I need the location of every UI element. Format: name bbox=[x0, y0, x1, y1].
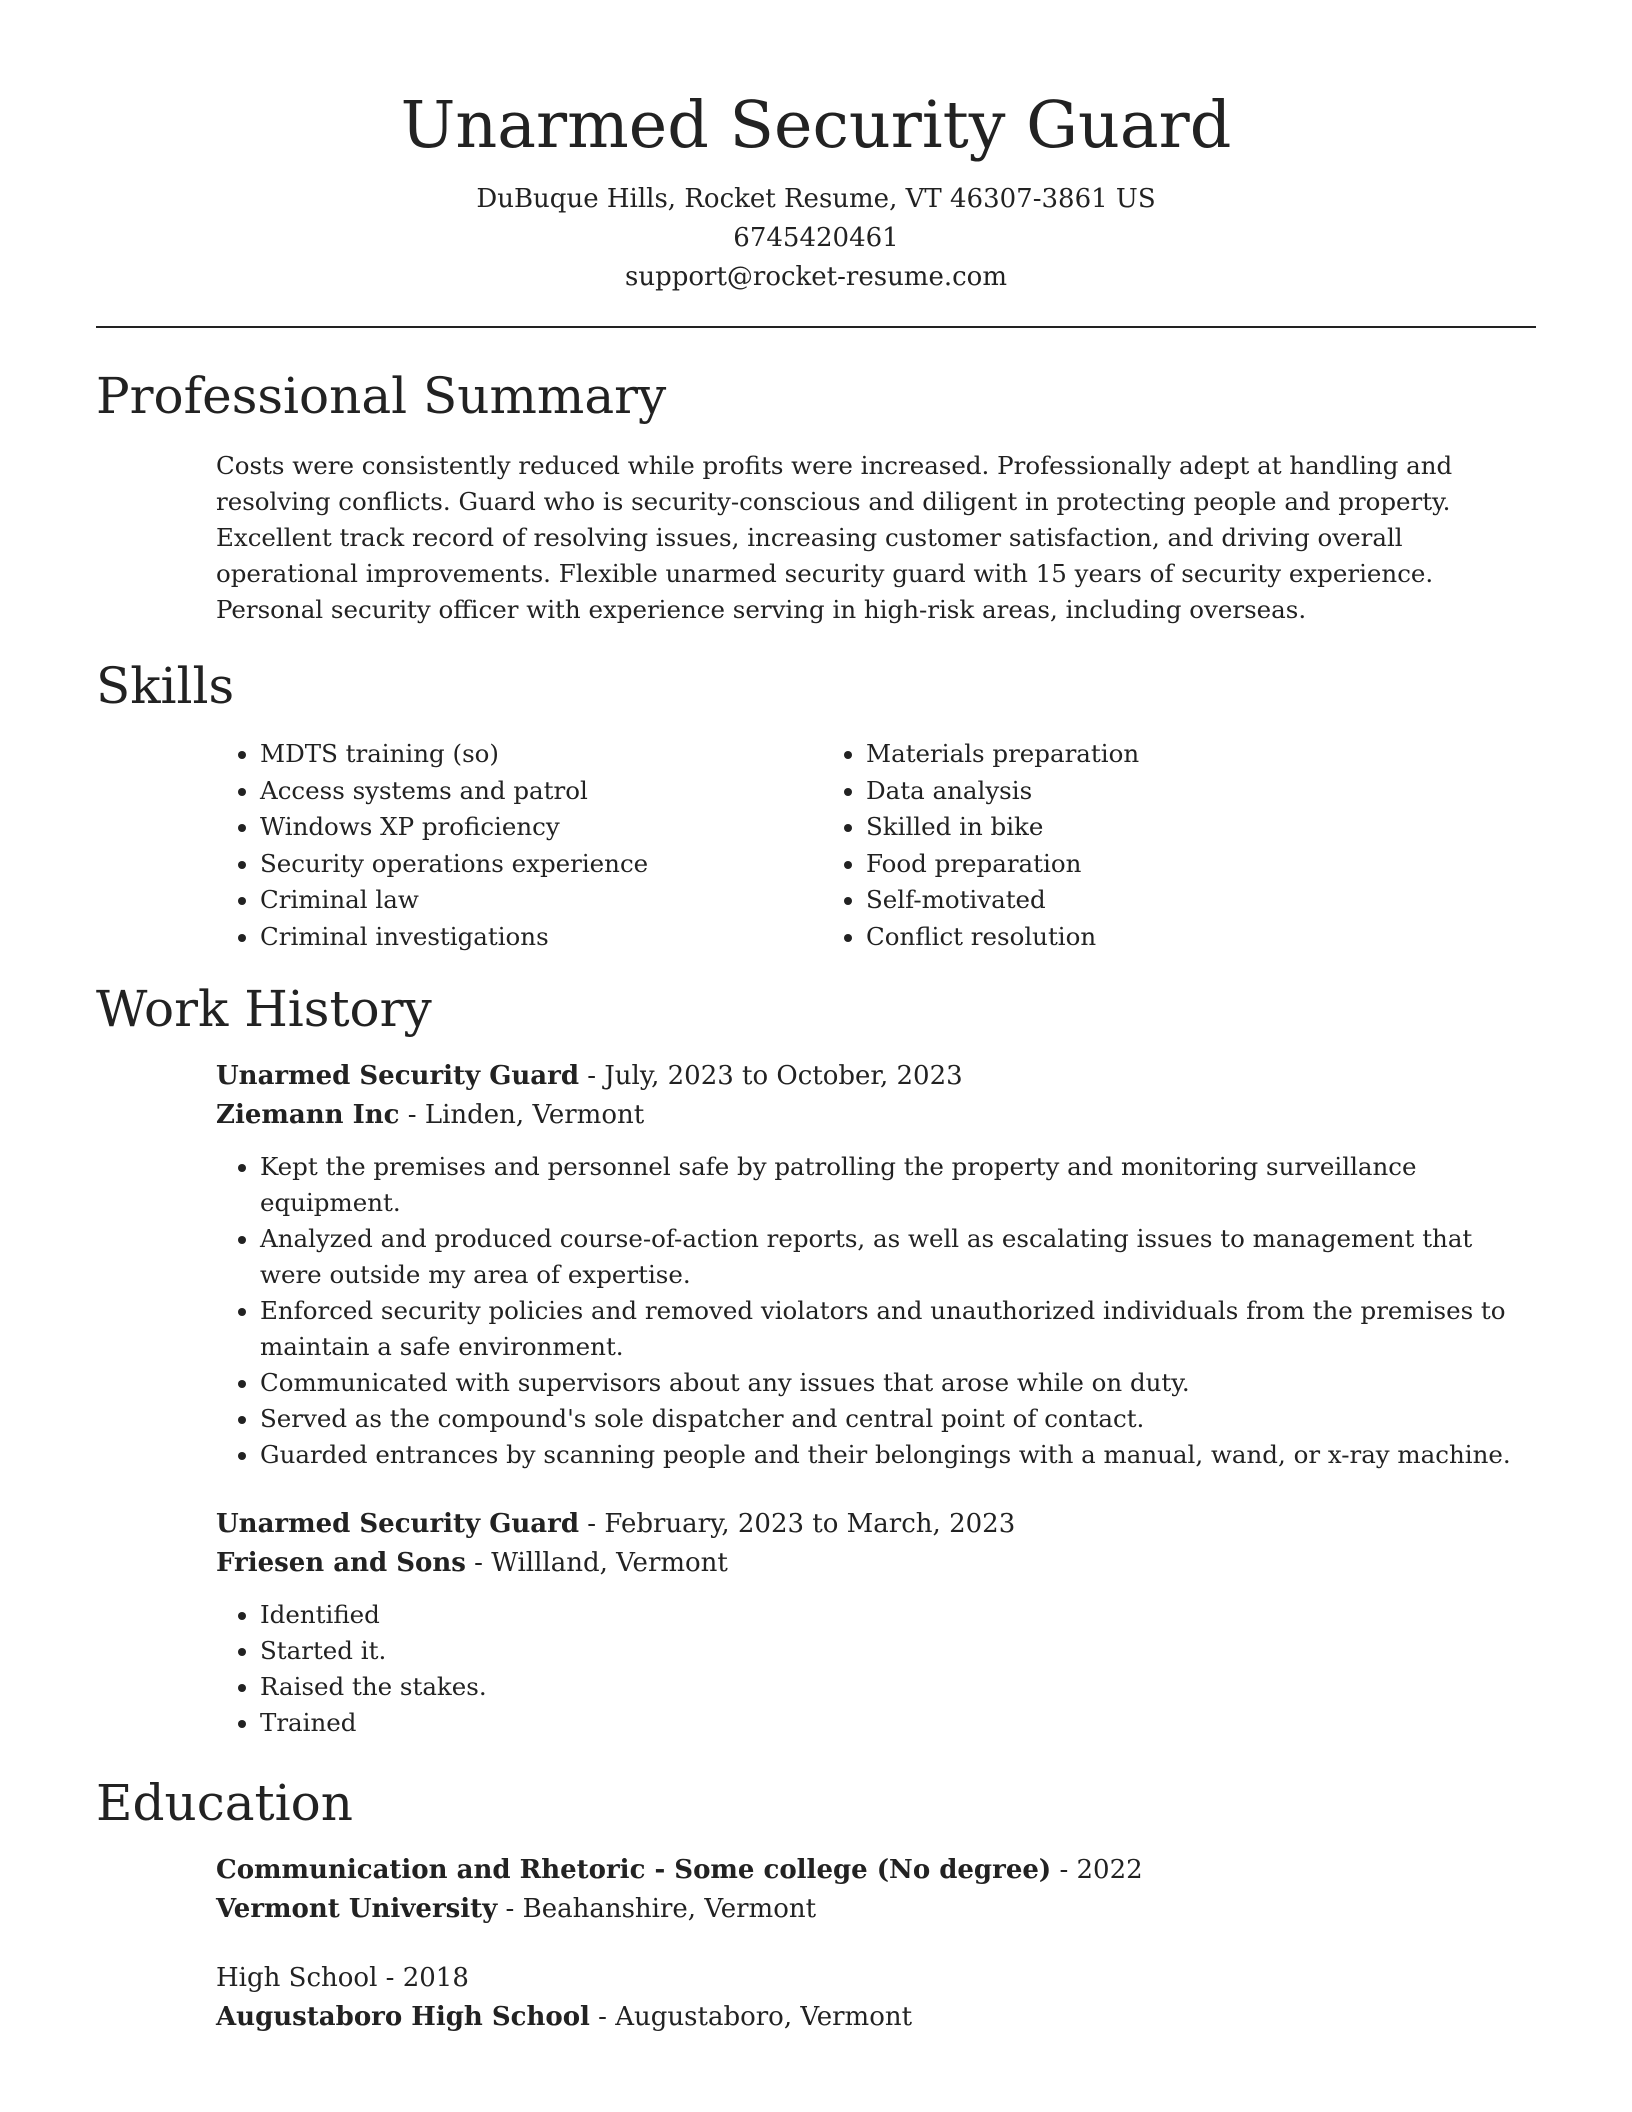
job-bullets bbox=[216, 1597, 1536, 1741]
job-location: - Linden, Vermont bbox=[399, 1100, 645, 1130]
job-bullet: • Identified bbox=[260, 1597, 1536, 1633]
education-section bbox=[96, 1771, 1536, 2037]
job-dates: - July, 2023 to October, 2023 bbox=[579, 1061, 963, 1091]
degree-name: Communication and Rhetoric - Some college (No degree) bbox=[216, 1855, 1052, 1885]
job-role: Unarmed Security Guard bbox=[216, 1509, 580, 1539]
job-location: - Willland, Vermont bbox=[465, 1548, 728, 1578]
job-entry bbox=[216, 1057, 1536, 1473]
education-entry bbox=[216, 1851, 1536, 1929]
job-bullet: • Raised the stakes. bbox=[260, 1669, 1536, 1705]
skill-item: • MDTS training (so) bbox=[260, 736, 822, 773]
job-bullet: • Guarded entrances by scanning people and their belongings with a manual, wand, or x-ray machine. bbox=[260, 1437, 1536, 1473]
school-line bbox=[216, 1890, 1536, 1929]
skill-item: • Criminal investigations bbox=[260, 919, 822, 956]
job-bullet: • Enforced security policies and removed violators and unauthorized individuals from the premises to maintain a safe environment. bbox=[260, 1293, 1536, 1365]
job-bullet: • Started it. bbox=[260, 1633, 1536, 1669]
work-history-heading: Work History bbox=[96, 980, 432, 1038]
header-divider bbox=[96, 326, 1536, 328]
job-bullets bbox=[216, 1149, 1536, 1473]
email-text: support@rocket-resume.com bbox=[624, 262, 1007, 292]
degree-line bbox=[216, 1851, 1536, 1890]
skill-item: • Self-motivated bbox=[866, 882, 1428, 919]
contact-info bbox=[96, 180, 1536, 297]
job-company: Friesen and Sons bbox=[216, 1548, 466, 1578]
job-title-line bbox=[216, 1057, 1536, 1096]
job-company: Ziemann Inc bbox=[216, 1100, 400, 1130]
job-dates: - February, 2023 to March, 2023 bbox=[579, 1509, 1016, 1539]
school-location: - Augustaboro, Vermont bbox=[589, 2002, 913, 2032]
degree-name: High School bbox=[216, 1963, 378, 1993]
skill-item: • Data analysis bbox=[866, 773, 1428, 810]
skills-left-list bbox=[216, 736, 822, 955]
degree-year: - 2018 bbox=[377, 1963, 469, 1993]
skill-item: • Windows XP proficiency bbox=[260, 809, 822, 846]
skill-item: • Access systems and patrol bbox=[260, 773, 822, 810]
job-bullet: • Served as the compound's sole dispatcher and central point of contact. bbox=[260, 1401, 1536, 1437]
summary-heading: Professional Summary bbox=[96, 367, 667, 425]
summary-section bbox=[96, 364, 1536, 628]
resume-header bbox=[96, 0, 1536, 297]
job-bullet: • Communicated with supervisors about any issues that arose while on duty. bbox=[260, 1365, 1536, 1401]
job-bullet: • Trained bbox=[260, 1705, 1536, 1741]
skill-item: • Food preparation bbox=[866, 846, 1428, 883]
school-name: Vermont University bbox=[216, 1894, 498, 1924]
skill-item: • Conflict resolution bbox=[866, 919, 1428, 956]
skills-right-list bbox=[822, 736, 1428, 955]
school-name: Augustaboro High School bbox=[216, 2002, 590, 2032]
skill-item: • Materials preparation bbox=[866, 736, 1428, 773]
degree-year: - 2022 bbox=[1051, 1855, 1143, 1885]
job-entry bbox=[216, 1505, 1536, 1741]
job-bullet: • Kept the premises and personnel safe by patrolling the property and monitoring surveillance equipment. bbox=[260, 1149, 1536, 1221]
job-role: Unarmed Security Guard bbox=[216, 1061, 580, 1091]
skills-section bbox=[96, 654, 1536, 955]
skill-item: • Skilled in bike bbox=[866, 809, 1428, 846]
school-location: - Beahanshire, Vermont bbox=[497, 1894, 817, 1924]
phone-text: 6745420461 bbox=[733, 223, 899, 253]
skills-columns bbox=[216, 736, 1536, 955]
job-bullet: • Analyzed and produced course-of-action reports, as well as escalating issues to management that were outside my area of expertise. bbox=[260, 1221, 1536, 1293]
work-history-section bbox=[96, 977, 1536, 1741]
education-entry bbox=[216, 1959, 1536, 2037]
degree-line bbox=[216, 1959, 1536, 1998]
candidate-title: Unarmed Security Guard bbox=[400, 88, 1232, 163]
skill-item: • Security operations experience bbox=[260, 846, 822, 883]
education-heading: Education bbox=[96, 1774, 353, 1832]
skill-item: • Criminal law bbox=[260, 882, 822, 919]
address-text: DuBuque Hills, Rocket Resume, VT 46307-3861 US bbox=[476, 184, 1156, 214]
job-company-line bbox=[216, 1096, 1536, 1135]
job-company-line bbox=[216, 1544, 1536, 1583]
school-line bbox=[216, 1998, 1536, 2037]
skills-heading: Skills bbox=[96, 657, 235, 715]
job-title-line bbox=[216, 1505, 1536, 1544]
summary-text: Costs were consistently reduced while profits were increased. Professionally adept at handling and resolving conflicts. Guard who is security-conscious and diligent in protecting people and property. Excellent track record of resolving issues, increasing customer satisfaction, and driving overall operational improvements. Flexible unarmed security guard with 15 years of security experience. Personal security officer with experience serving in high-risk areas, including overseas. bbox=[216, 451, 1453, 624]
